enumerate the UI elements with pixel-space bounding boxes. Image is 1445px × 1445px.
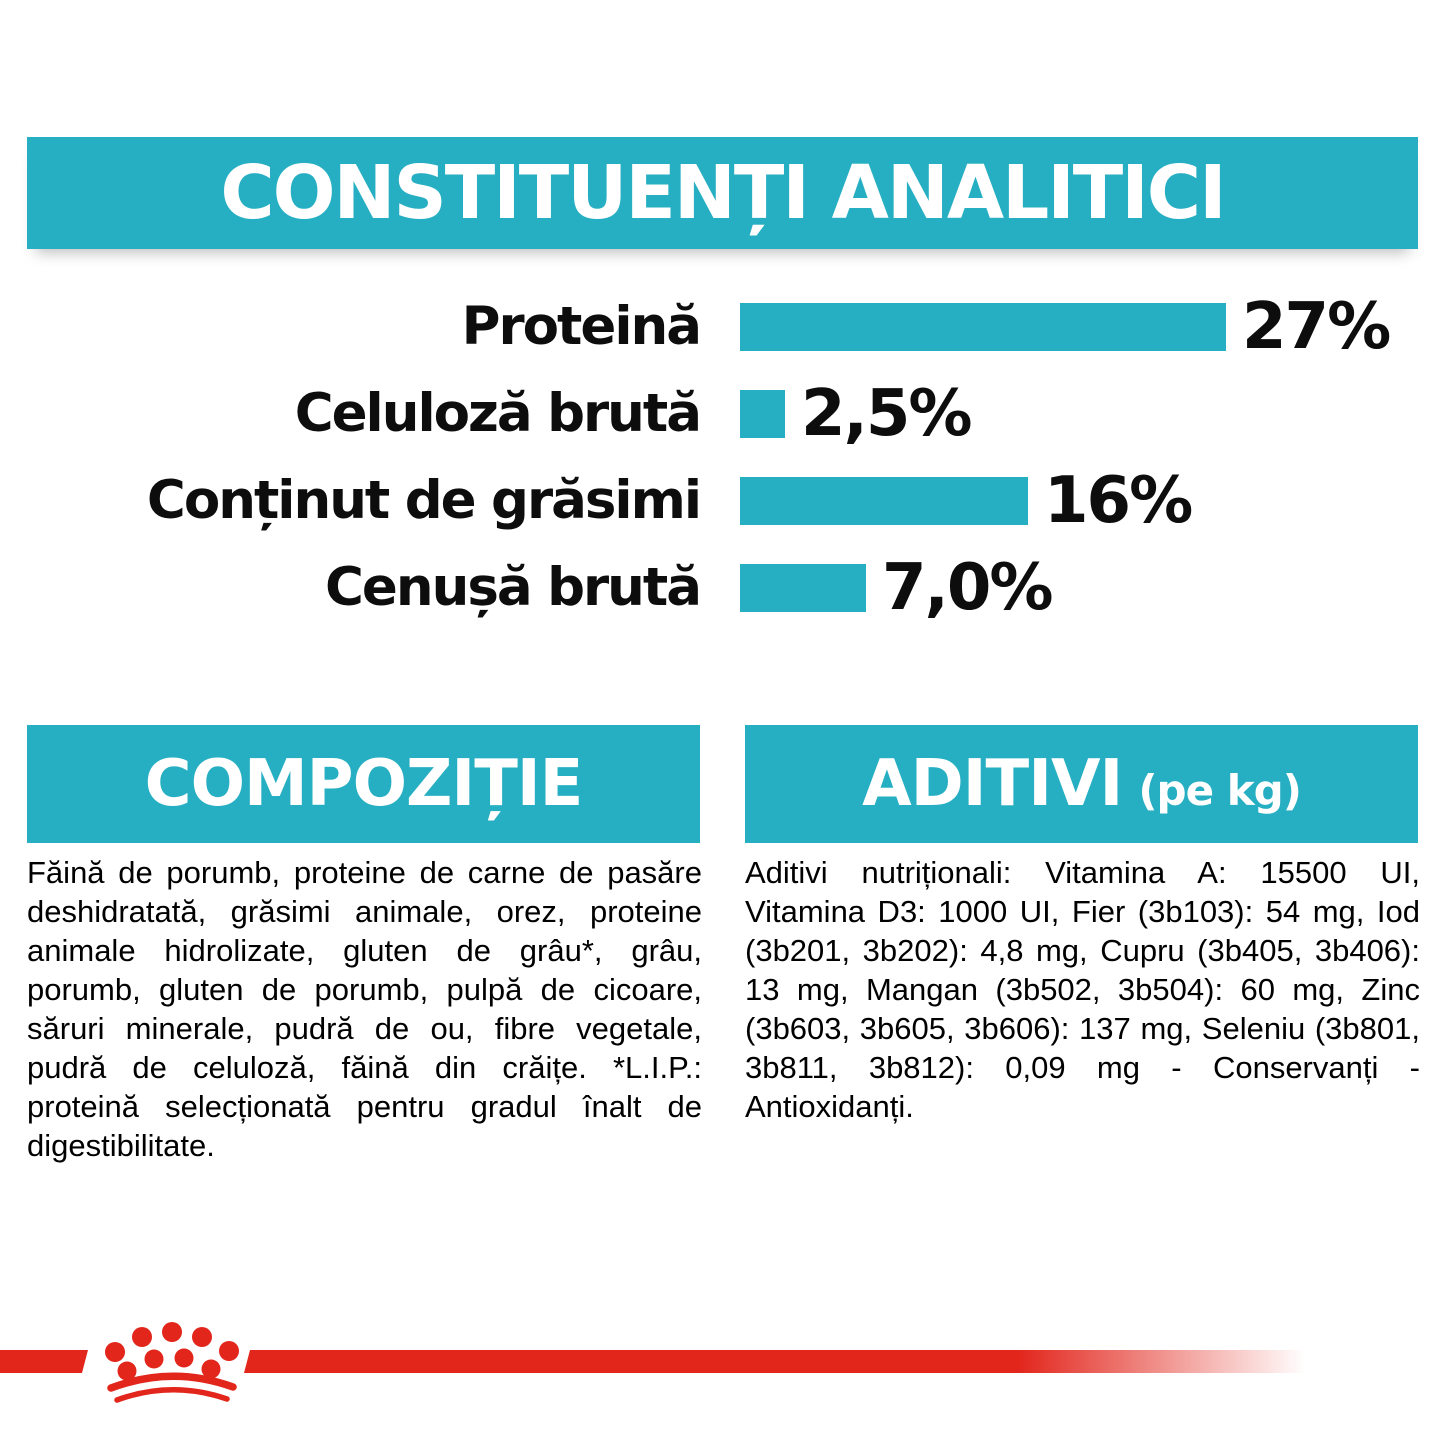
red-band-right-gradient <box>244 1350 1350 1373</box>
chart-row <box>0 377 1445 451</box>
analytical-constituents-banner <box>27 137 1418 249</box>
composition-title: COMPOZIȚIE <box>144 747 583 821</box>
additives-text: Aditivi nutriționali: Vitamina A: 15500 UI, Vitamina D3: 1000 UI, Fier (3b103): 54 mg, Iod (3b201, 3b202): 4,8 mg, Cupru (3b405, 3b406): 13 mg, Mangan (3b502, 3b504): 60 mg, Zinc (3b603, 3b605, 3b606): 137 mg, Seleniu (3b801, 3b811, 3b812): 0,09 mg - Conservanți - Antioxidanți. <box>745 855 1420 1124</box>
nutrient-value: 27% <box>1242 290 1390 364</box>
chart-row <box>0 551 1445 625</box>
composition-text: Făină de porumb, proteine de carne de pasăre deshidratată, grăsimi animale, orez, proteine animale hidrolizate, gluten de grâu*, grâu, porumb, gluten de porumb, pulpă de cicoare, săruri minerale, pudră de ou, fibre vegetale, pudră de celuloză, făină din crăițe. *L.I.P.: proteină selecționată pentru gradul înalt de digestibilitate. <box>27 855 702 1163</box>
additives-title-suffix: (pe kg) <box>1138 765 1301 815</box>
composition-banner <box>27 725 700 843</box>
red-band-left <box>0 1350 88 1373</box>
nutrient-bar <box>740 303 1226 351</box>
nutrient-value: 7,0% <box>882 551 1052 625</box>
additives-banner <box>745 725 1418 843</box>
nutrient-bar <box>740 390 785 438</box>
nutrient-bar <box>740 477 1028 525</box>
additives-title: ADITIVI <box>862 747 1123 821</box>
nutrient-label: Conținut de grăsimi <box>146 470 700 531</box>
royal-canin-crown-icon <box>96 1318 248 1410</box>
nutrient-value: 2,5% <box>801 377 971 451</box>
analytical-constituents-chart <box>0 290 1445 625</box>
chart-row <box>0 290 1445 364</box>
nutrient-bar <box>740 564 866 612</box>
nutrient-label: Cenușă brută <box>325 557 700 618</box>
chart-row <box>0 464 1445 538</box>
nutrient-label: Celuloză brută <box>294 383 700 444</box>
analytical-constituents-title: CONSTITUENȚI ANALITICI <box>220 150 1225 236</box>
nutrient-value: 16% <box>1044 464 1192 538</box>
nutrient-label: Proteină <box>461 296 700 357</box>
